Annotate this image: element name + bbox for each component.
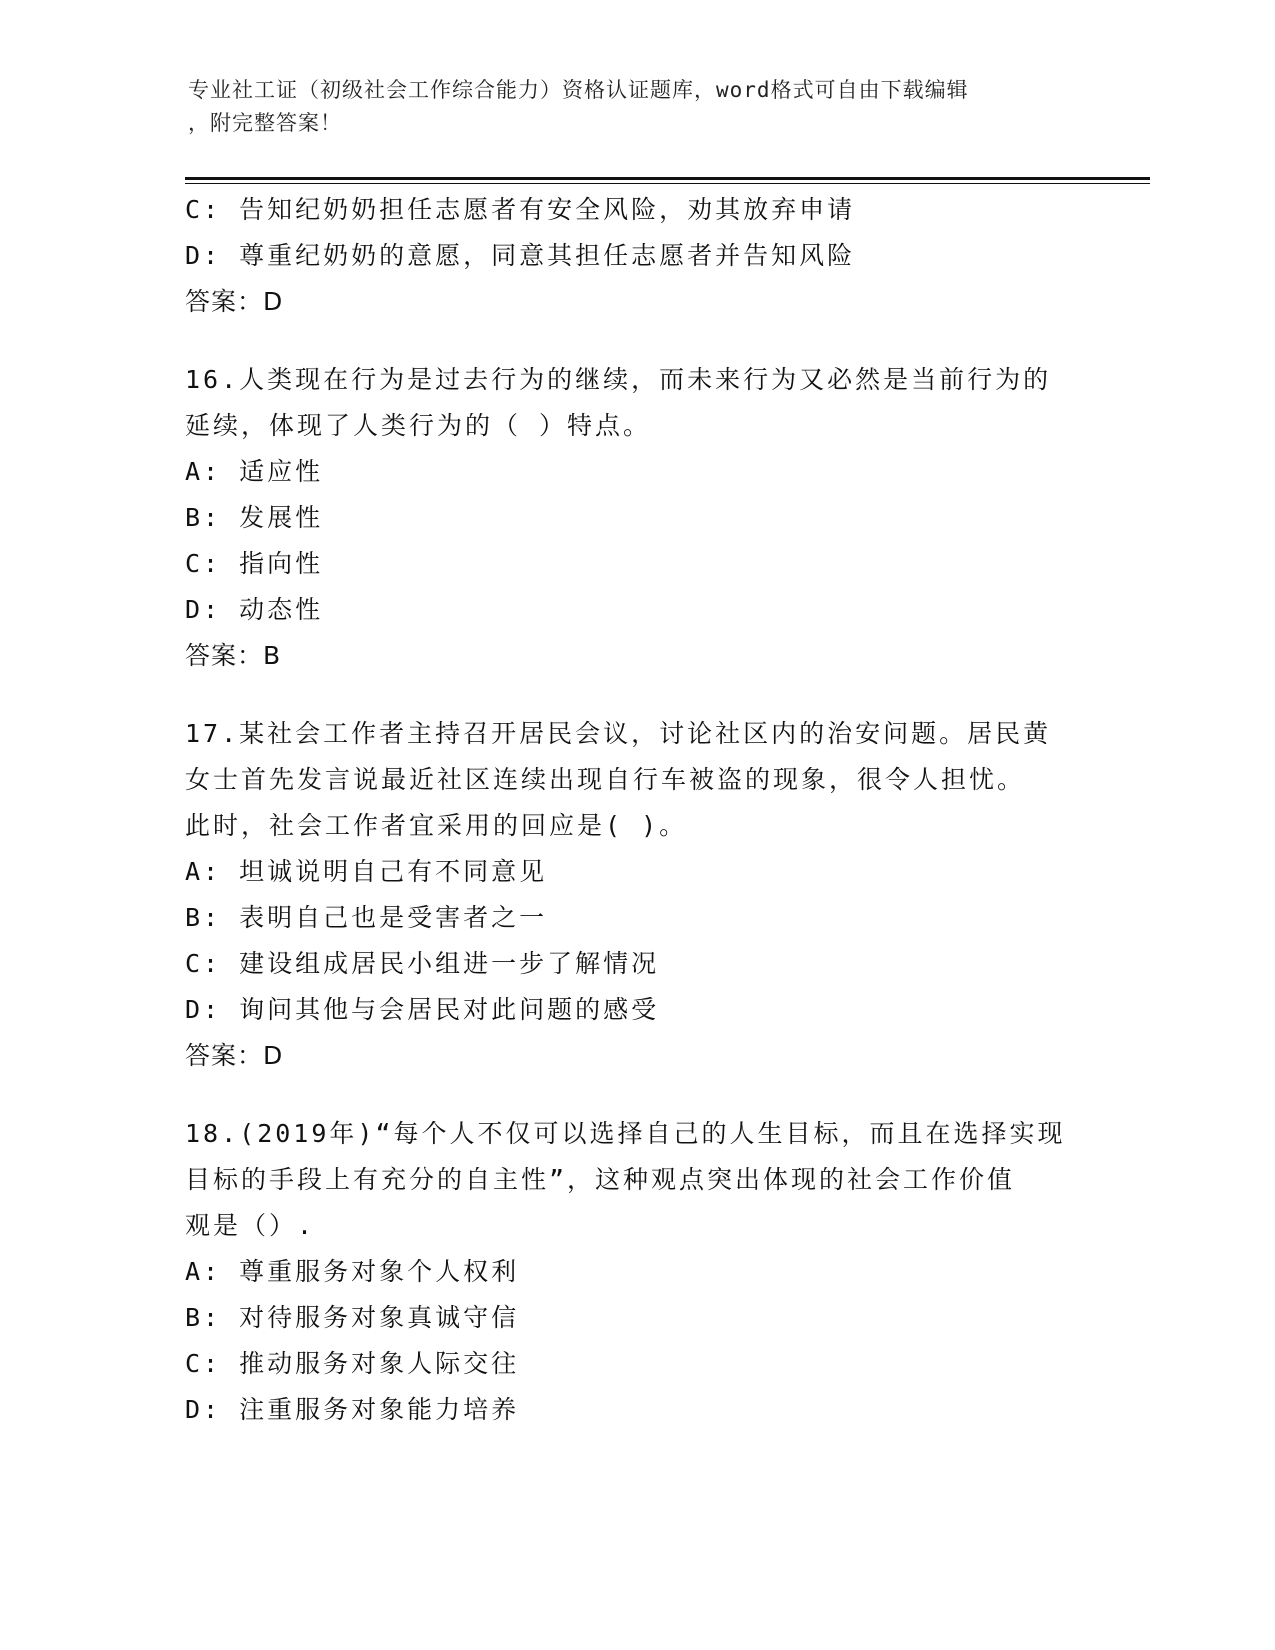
question-content	[185, 187, 1085, 1433]
option-c: C: 推动服务对象人际交往	[185, 1349, 520, 1378]
option-d: D: 尊重纪奶奶的意愿，同意其担任志愿者并告知风险	[185, 241, 856, 270]
answer-label: 答案：D	[185, 287, 284, 316]
question-17	[185, 711, 1085, 1079]
header-divider	[185, 177, 1150, 184]
option-d: D: 询问其他与会居民对此问题的感受	[185, 995, 660, 1024]
question-stem-line: 16.人类现在行为是过去行为的继续，而未来行为又必然是当前行为的	[185, 365, 1052, 394]
question-stem-line: 18.(2019年)“每个人不仅可以选择自己的人生目标，而且在选择实现	[185, 1119, 1066, 1148]
question-stem-line: 延续，体现了人类行为的（ ）特点。	[185, 411, 652, 440]
answer-label: 答案：D	[185, 1041, 284, 1070]
answer-label: 答案：B	[185, 641, 282, 670]
option-c: C: 告知纪奶奶担任志愿者有安全风险，劝其放弃申请	[185, 195, 856, 224]
option-a: A: 适应性	[185, 457, 324, 486]
question-stem-line: 观是（）.	[185, 1211, 316, 1240]
question-18	[185, 1111, 1085, 1433]
option-d: D: 动态性	[185, 595, 324, 624]
question-stem-line: 女士首先发言说最近社区连续出现自行车被盗的现象，很令人担忧。	[185, 765, 1026, 794]
option-c: C: 指向性	[185, 549, 324, 578]
header-title-line-1: 专业社工证（初级社会工作综合能力）资格认证题库，word格式可自由下载编辑	[188, 78, 969, 102]
header-title-line-2: ，附完整答案！	[188, 111, 342, 135]
option-d: D: 注重服务对象能力培养	[185, 1395, 520, 1424]
option-a: A: 坦诚说明自己有不同意见	[185, 857, 548, 886]
question-stem-line: 此时，社会工作者宜采用的回应是( )。	[185, 811, 688, 840]
question-15-tail	[185, 187, 1085, 325]
page-header	[188, 74, 1068, 140]
option-b: B: 表明自己也是受害者之一	[185, 903, 548, 932]
question-16	[185, 357, 1085, 679]
option-b: B: 对待服务对象真诚守信	[185, 1303, 520, 1332]
question-stem-line: 目标的手段上有充分的自主性”，这种观点突出体现的社会工作价值	[185, 1165, 1016, 1194]
question-stem-line: 17.某社会工作者主持召开居民会议，讨论社区内的治安问题。居民黄	[185, 719, 1052, 748]
option-c: C: 建设组成居民小组进一步了解情况	[185, 949, 660, 978]
option-a: A: 尊重服务对象个人权利	[185, 1257, 520, 1286]
option-b: B: 发展性	[185, 503, 324, 532]
